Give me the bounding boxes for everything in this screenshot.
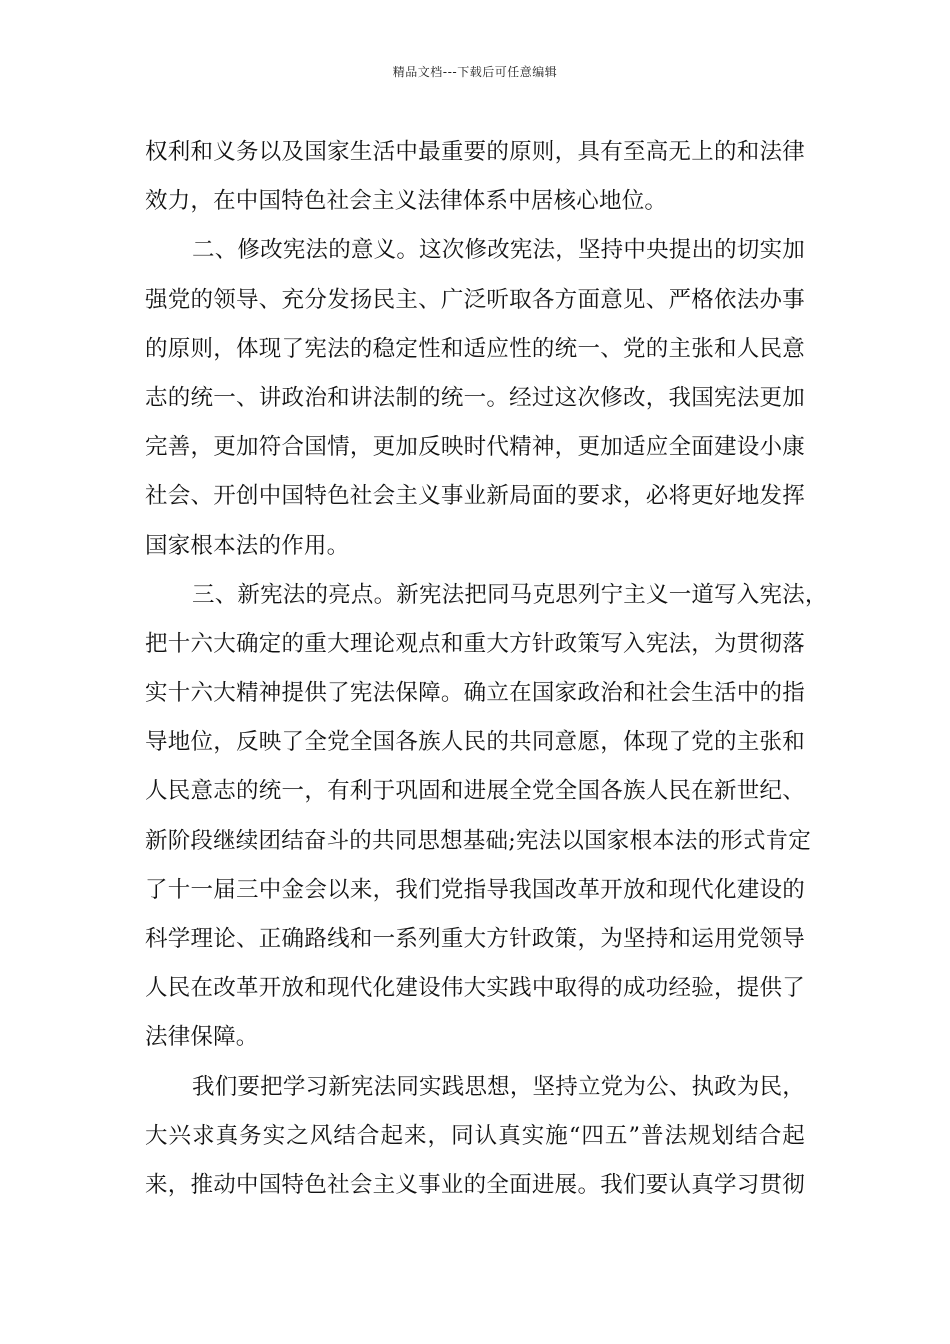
text-line: 大兴求真务实之风结合起来，同认真实施“四五”普法规划结合起 [145, 1122, 805, 1149]
text-line: 实十六大精神提供了宪法保障。确立在国家政治和社会生活中的指 [145, 680, 805, 707]
text-line: 来，推动中国特色社会主义事业的全面进展。我们要认真学习贯彻 [145, 1171, 805, 1198]
text-line: 效力，在中国特色社会主义法律体系中居核心地位。 [145, 188, 668, 215]
text-line: 导地位，反映了全党全国各族人民的共同意愿，体现了党的主张和 [145, 729, 805, 756]
text-line: 我们要把学习新宪法同实践思想，坚持立党为公、执政为民， [192, 1073, 805, 1100]
text-line: 法律保障。 [145, 1024, 259, 1051]
text-line: 人民意志的统一，有利于巩固和进展全党全国各族人民在新世纪、 [145, 778, 805, 805]
text-line: 了十一届三中金会以来，我们党指导我国改革开放和现代化建设的 [145, 876, 805, 903]
page-header: 精品文档---下载后可任意编辑 [392, 65, 558, 79]
text-line: 的原则，体现了宪法的稳定性和适应性的统一、党的主张和人民意 [145, 335, 805, 362]
text-line: 新阶段继续团结奋斗的共同思想基础;宪法以国家根本法的形式肯定 [145, 827, 812, 854]
text-line: 二、修改宪法的意义。这次修改宪法，坚持中央提出的切实加 [192, 237, 805, 264]
text-line: 强党的领导、充分发扬民主、广泛听取各方面意见、严格依法办事 [145, 286, 805, 313]
text-line: 把十六大确定的重大理论观点和重大方针政策写入宪法，为贯彻落 [145, 630, 805, 657]
text-line: 人民在改革开放和现代化建设伟大实践中取得的成功经验，提供了 [145, 975, 805, 1002]
text-line: 权利和义务以及国家生活中最重要的原则，具有至高无上的和法律 [145, 139, 805, 165]
text-line: 社会、开创中国特色社会主义事业新局面的要求，必将更好地发挥 [145, 483, 805, 510]
text-line: 科学理论、正确路线和一系列重大方针政策，为坚持和运用党领导 [145, 926, 805, 952]
text-line: 三、新宪法的亮点。新宪法把同马克思列宁主义一道写入宪法， [192, 581, 828, 608]
text-line: 志的统一、讲政治和讲法制的统一。经过这次修改，我国宪法更加 [145, 384, 805, 411]
document-body [145, 128, 828, 1210]
text-line: 完善，更加符合国情，更加反映时代精神，更加适应全面建设小康 [145, 434, 805, 461]
text-line: 国家根本法的作用。 [145, 532, 350, 559]
